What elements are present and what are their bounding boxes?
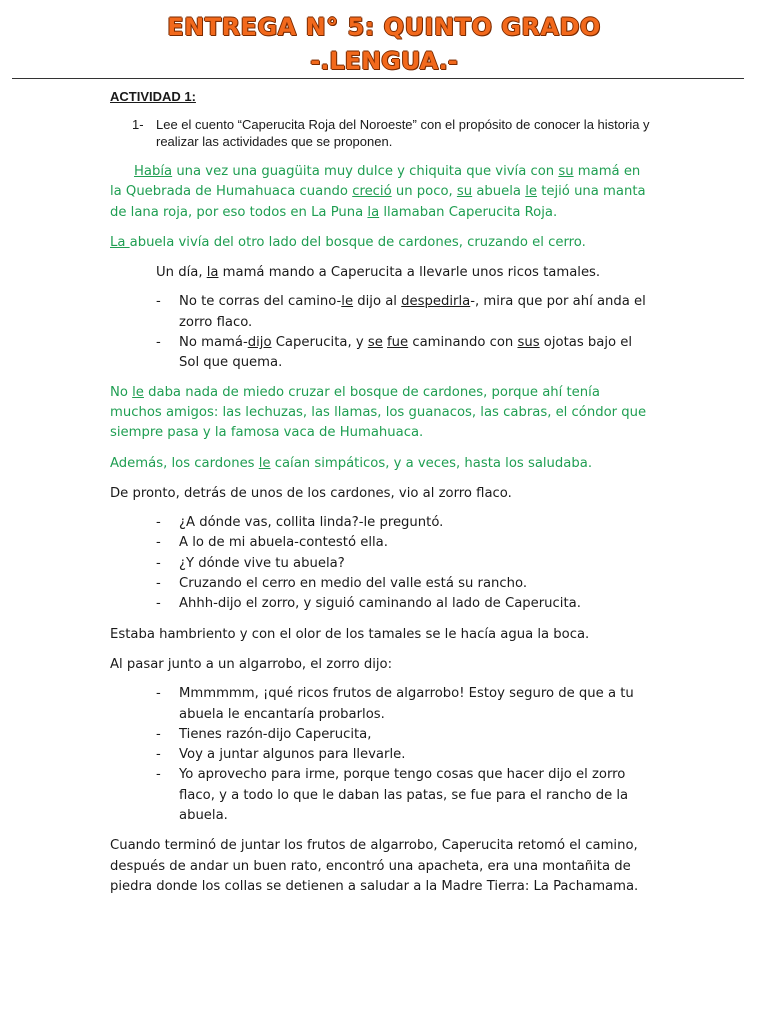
document-body [110, 88, 655, 897]
instruction-number: 1- [132, 117, 144, 132]
dialog-text: ¿A dónde vas, collita linda?-le preguntó. [179, 515, 444, 531]
dialog-line [110, 554, 655, 574]
story-paragraph-6: De pronto, detrás de unos de los cardones, vio al zorro flaco. [110, 485, 512, 501]
document-subtitle: -.LENGUA.- [310, 47, 458, 75]
dialog-text: Mmmmmm, ¡qué ricos frutos de algarrobo! Estoy seguro de que a tu abuela le encantaría probarlos. [179, 686, 634, 722]
story-paragraph-1: Había una vez una guagüita muy dulce y chiquita que vivía con su mamá en la Quebrada de Humahuaca cuando creció un poco, su abuela le tejió una manta de lana roja, por eso todos en La Puna la llamaban Caperucita Roja. [110, 164, 646, 220]
dialog-line [110, 292, 655, 333]
dialog-line [110, 333, 655, 374]
instruction-text: Lee el cuento “Caperucita Roja del Noroeste” con el propósito de conocer la historia y realizar las actividades que se proponen. [156, 117, 650, 149]
dialog-list-1 [110, 292, 655, 373]
dialog-list-2 [110, 513, 655, 614]
dialog-line [110, 684, 655, 725]
header-divider [12, 78, 744, 79]
dialog-line [110, 594, 655, 614]
dialog-text: Voy a juntar algunos para llevarle. [179, 747, 406, 763]
document-header [0, 12, 768, 76]
dash-bullet: - [156, 576, 161, 592]
dash-bullet: - [156, 726, 161, 742]
story-paragraph-8: Al pasar junto a un algarrobo, el zorro dijo: [110, 656, 393, 672]
activity-instruction [132, 116, 655, 150]
story-paragraph-4: No le daba nada de miedo cruzar el bosque de cardones, porque ahí tenía muchos amigos: las lechuzas, las llamas, los guanacos, las cabras, el cóndor que siempre pasa y la famosa vaca de Humahuaca. [110, 384, 647, 441]
dash-bullet: - [156, 555, 161, 571]
story-paragraph-5: Además, los cardones le caían simpáticos, y a veces, hasta los saludaba. [110, 455, 593, 471]
story-paragraph-3: Un día, la mamá mando a Caperucita a llevarle unos ricos tamales. [156, 265, 601, 281]
dash-bullet: - [156, 515, 161, 531]
dialog-text: Yo aprovecho para irme, porque tengo cosas que hacer dijo el zorro flaco, y a todo lo que le daban las patas, se fue para el rancho de la abuela. [179, 767, 629, 824]
dash-bullet: - [156, 596, 161, 612]
dialog-text: Tienes razón-dijo Caperucita, [179, 726, 372, 742]
dash-bullet: - [156, 686, 161, 702]
dash-bullet: - [156, 767, 161, 783]
document-title: ENTREGA N° 5: QUINTO GRADO [167, 13, 601, 41]
dialog-text: Cruzando el cerro en medio del valle está su rancho. [179, 576, 528, 592]
dialog-line [110, 533, 655, 553]
dash-bullet: - [156, 747, 161, 763]
dialog-text: No te corras del camino-le dijo al despedirla-, mira que por ahí anda el zorro flaco. [179, 294, 646, 330]
dialog-text: Ahhh-dijo el zorro, y siguió caminando al lado de Caperucita. [179, 596, 581, 612]
dialog-text: No mamá-dijo Caperucita, y se fue caminando con sus ojotas bajo el Sol que quema. [179, 335, 633, 371]
dialog-text: A lo de mi abuela-contestó ella. [179, 535, 388, 551]
dialog-line [110, 513, 655, 533]
dialog-line [110, 574, 655, 594]
dialog-line [110, 765, 655, 826]
story-paragraph-7: Estaba hambriento y con el olor de los tamales se le hacía agua la boca. [110, 626, 590, 642]
dialog-list-3 [110, 684, 655, 826]
dash-bullet: - [156, 335, 161, 351]
activity-heading: ACTIVIDAD 1: [110, 89, 196, 104]
story-paragraph-9: Cuando terminó de juntar los frutos de algarrobo, Caperucita retomó el camino, después de andar un buen rato, encontró una apacheta, era una montañita de piedra donde los collas se detienen a saludar a la Madre Tierra: La Pachamama. [110, 838, 639, 894]
dialog-text: ¿Y dónde vive tu abuela? [179, 555, 345, 571]
dash-bullet: - [156, 294, 161, 310]
dialog-line [110, 745, 655, 765]
dash-bullet: - [156, 535, 161, 551]
story-paragraph-2: La abuela vivía del otro lado del bosque de cardones, cruzando el cerro. [110, 234, 586, 250]
dialog-line [110, 725, 655, 745]
